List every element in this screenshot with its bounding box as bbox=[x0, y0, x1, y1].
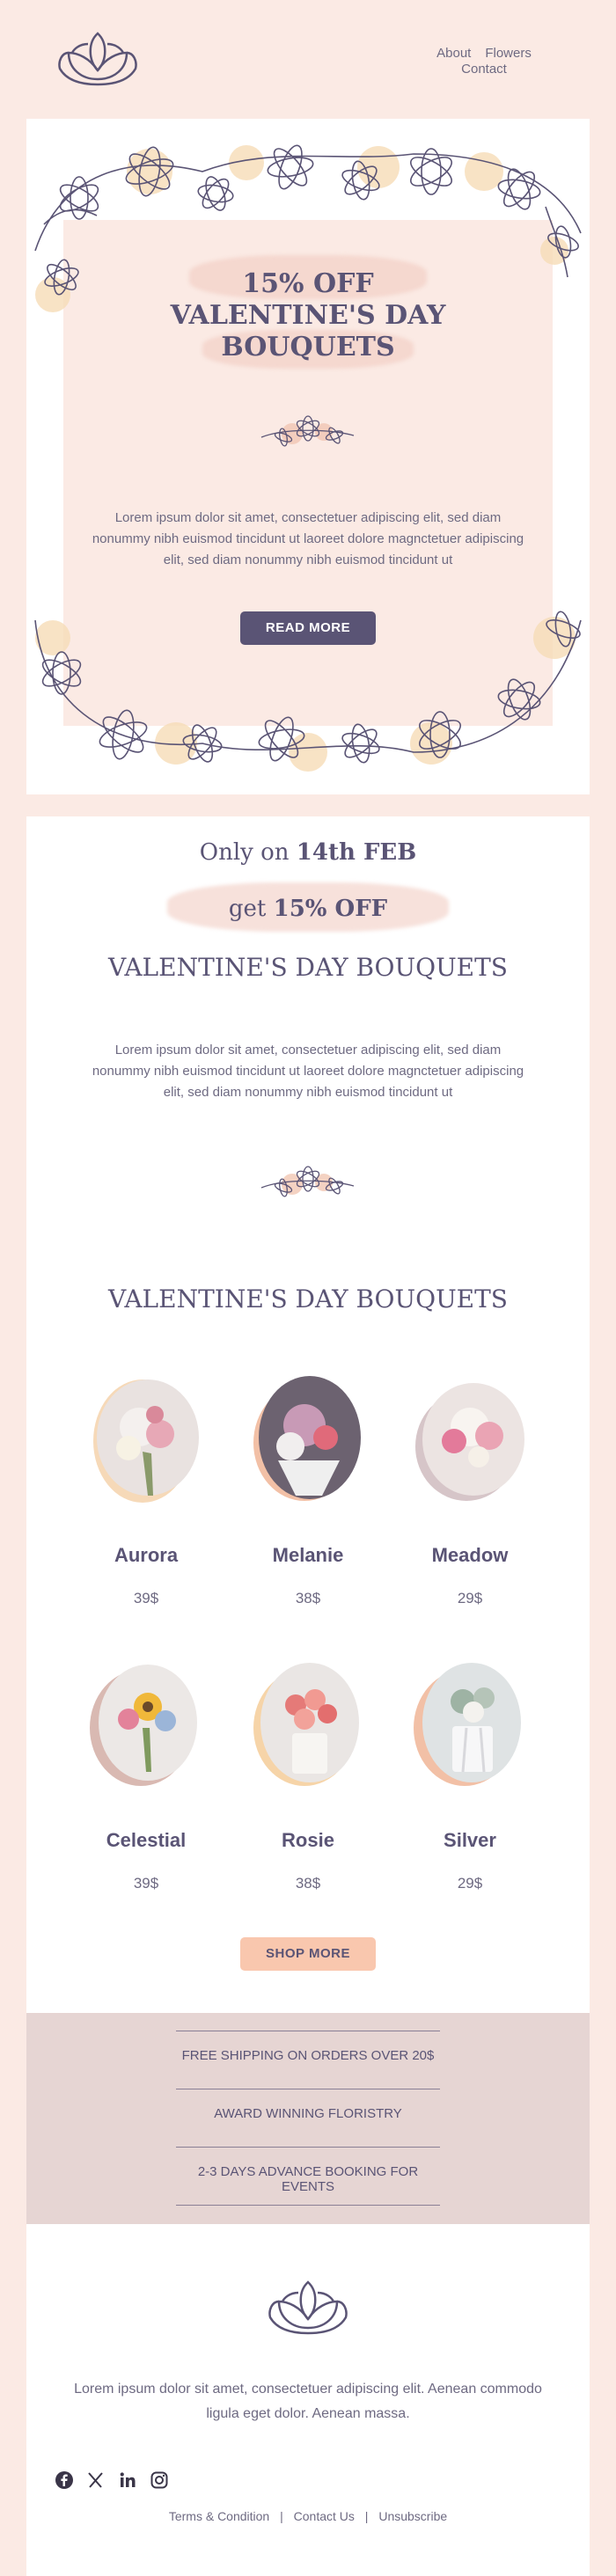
terms-link[interactable]: Terms & Condition bbox=[168, 2509, 270, 2523]
instagram-icon[interactable] bbox=[150, 2470, 169, 2490]
top-nav bbox=[405, 46, 563, 77]
promo-discount-line bbox=[26, 896, 590, 922]
linkedin-icon[interactable] bbox=[118, 2470, 137, 2490]
product-card-rosie[interactable] bbox=[229, 1658, 387, 1892]
divider bbox=[176, 2205, 440, 2206]
link-separator: | bbox=[280, 2509, 283, 2523]
nav-flowers[interactable]: Flowers bbox=[485, 46, 532, 61]
product-price: 39$ bbox=[133, 1590, 159, 1606]
product-name: Aurora bbox=[114, 1544, 179, 1566]
product-name: Meadow bbox=[431, 1544, 509, 1566]
footer-card bbox=[26, 2224, 590, 2576]
floral-wreath-bottom-illustration bbox=[26, 585, 590, 787]
lotus-logo-icon[interactable] bbox=[55, 26, 141, 90]
promo-date-prefix: Only on bbox=[199, 839, 297, 866]
read-more-button[interactable]: READ MORE bbox=[240, 611, 376, 645]
facebook-icon[interactable] bbox=[55, 2470, 74, 2490]
promo-discount-value: 15% OFF bbox=[273, 896, 388, 922]
product-card-meadow[interactable] bbox=[391, 1372, 549, 1607]
product-card-aurora[interactable] bbox=[67, 1372, 225, 1607]
feature-shipping: FREE SHIPPING ON ORDERS OVER 20$ bbox=[181, 2048, 435, 2063]
link-separator: | bbox=[364, 2509, 369, 2523]
product-price: 38$ bbox=[295, 1875, 321, 1892]
footer-links bbox=[26, 2509, 590, 2523]
promo-date-value: 14th FEB bbox=[296, 839, 417, 866]
hero-title bbox=[26, 268, 590, 363]
products-heading: VALENTINE'S DAY BOUQUETS bbox=[108, 1284, 508, 1314]
product-card-melanie[interactable] bbox=[229, 1372, 387, 1607]
hero-title-line: 15% OFF bbox=[242, 268, 374, 299]
promo-discount-prefix: get bbox=[228, 896, 274, 922]
promo-heading: VALENTINE'S DAY BOUQUETS bbox=[108, 953, 508, 982]
bouquet-photo[interactable] bbox=[90, 1372, 202, 1503]
unsubscribe-link[interactable]: Unsubscribe bbox=[378, 2509, 448, 2523]
hero-body-text: Lorem ipsum dolor sit amet, consectetuer adipiscing elit, sed diam nonummy nibh euismod tincidunt ut laoreet dolore magnctetuer adipiscing elit, sed diam nonummy nibh euismod tincidunt ut bbox=[92, 510, 524, 567]
hero-title-line: VALENTINE'S DAY bbox=[170, 300, 446, 331]
product-name: Celestial bbox=[106, 1829, 187, 1851]
product-price: 29$ bbox=[457, 1875, 483, 1892]
lotus-logo-icon[interactable] bbox=[265, 2275, 351, 2338]
bouquet-photo[interactable] bbox=[90, 1658, 202, 1788]
hero-title-line: BOUQUETS bbox=[221, 332, 395, 362]
divider bbox=[176, 2147, 440, 2148]
product-card-celestial[interactable] bbox=[67, 1658, 225, 1892]
content-card bbox=[26, 816, 590, 2013]
nav-about[interactable]: About bbox=[436, 46, 472, 61]
features-band bbox=[26, 2013, 590, 2224]
email-header bbox=[0, 0, 616, 119]
small-flower-divider-illustration bbox=[257, 1153, 359, 1211]
product-name: Rosie bbox=[282, 1829, 334, 1851]
nav-contact[interactable]: Contact bbox=[461, 62, 507, 77]
product-name: Melanie bbox=[272, 1544, 344, 1566]
product-card-silver[interactable] bbox=[391, 1658, 549, 1892]
promo-body-text: Lorem ipsum dolor sit amet, consectetuer adipiscing elit, sed diam nonummy nibh euismod tincidunt ut laoreet dolore magnctetuer adipiscing elit, sed diam nonummy nibh euismod tincidunt ut bbox=[92, 1043, 524, 1100]
product-price: 38$ bbox=[295, 1590, 321, 1606]
shop-more-button[interactable]: SHOP MORE bbox=[240, 1937, 376, 1971]
bouquet-photo[interactable] bbox=[252, 1658, 364, 1788]
product-price: 39$ bbox=[133, 1875, 159, 1892]
bouquet-photo[interactable] bbox=[414, 1658, 526, 1788]
feature-booking: 2-3 DAYS ADVANCE BOOKING FOR EVENTS bbox=[197, 2164, 419, 2194]
feature-award: AWARD WINNING FLORISTRY bbox=[214, 2106, 402, 2121]
bouquet-photo[interactable] bbox=[414, 1372, 526, 1503]
bouquet-photo[interactable] bbox=[252, 1372, 364, 1503]
footer-body-text: Lorem ipsum dolor sit amet, consectetuer adipiscing elit. Aenean commodo ligula eget dolor. Aenean massa. bbox=[74, 2382, 542, 2421]
product-name: Silver bbox=[444, 1829, 496, 1851]
promo-date-line bbox=[26, 839, 590, 866]
small-flower-divider-illustration bbox=[257, 402, 359, 460]
x-icon[interactable] bbox=[86, 2470, 106, 2490]
contact-link[interactable]: Contact Us bbox=[293, 2509, 355, 2523]
hero-card bbox=[26, 119, 590, 794]
product-price: 29$ bbox=[457, 1590, 483, 1606]
